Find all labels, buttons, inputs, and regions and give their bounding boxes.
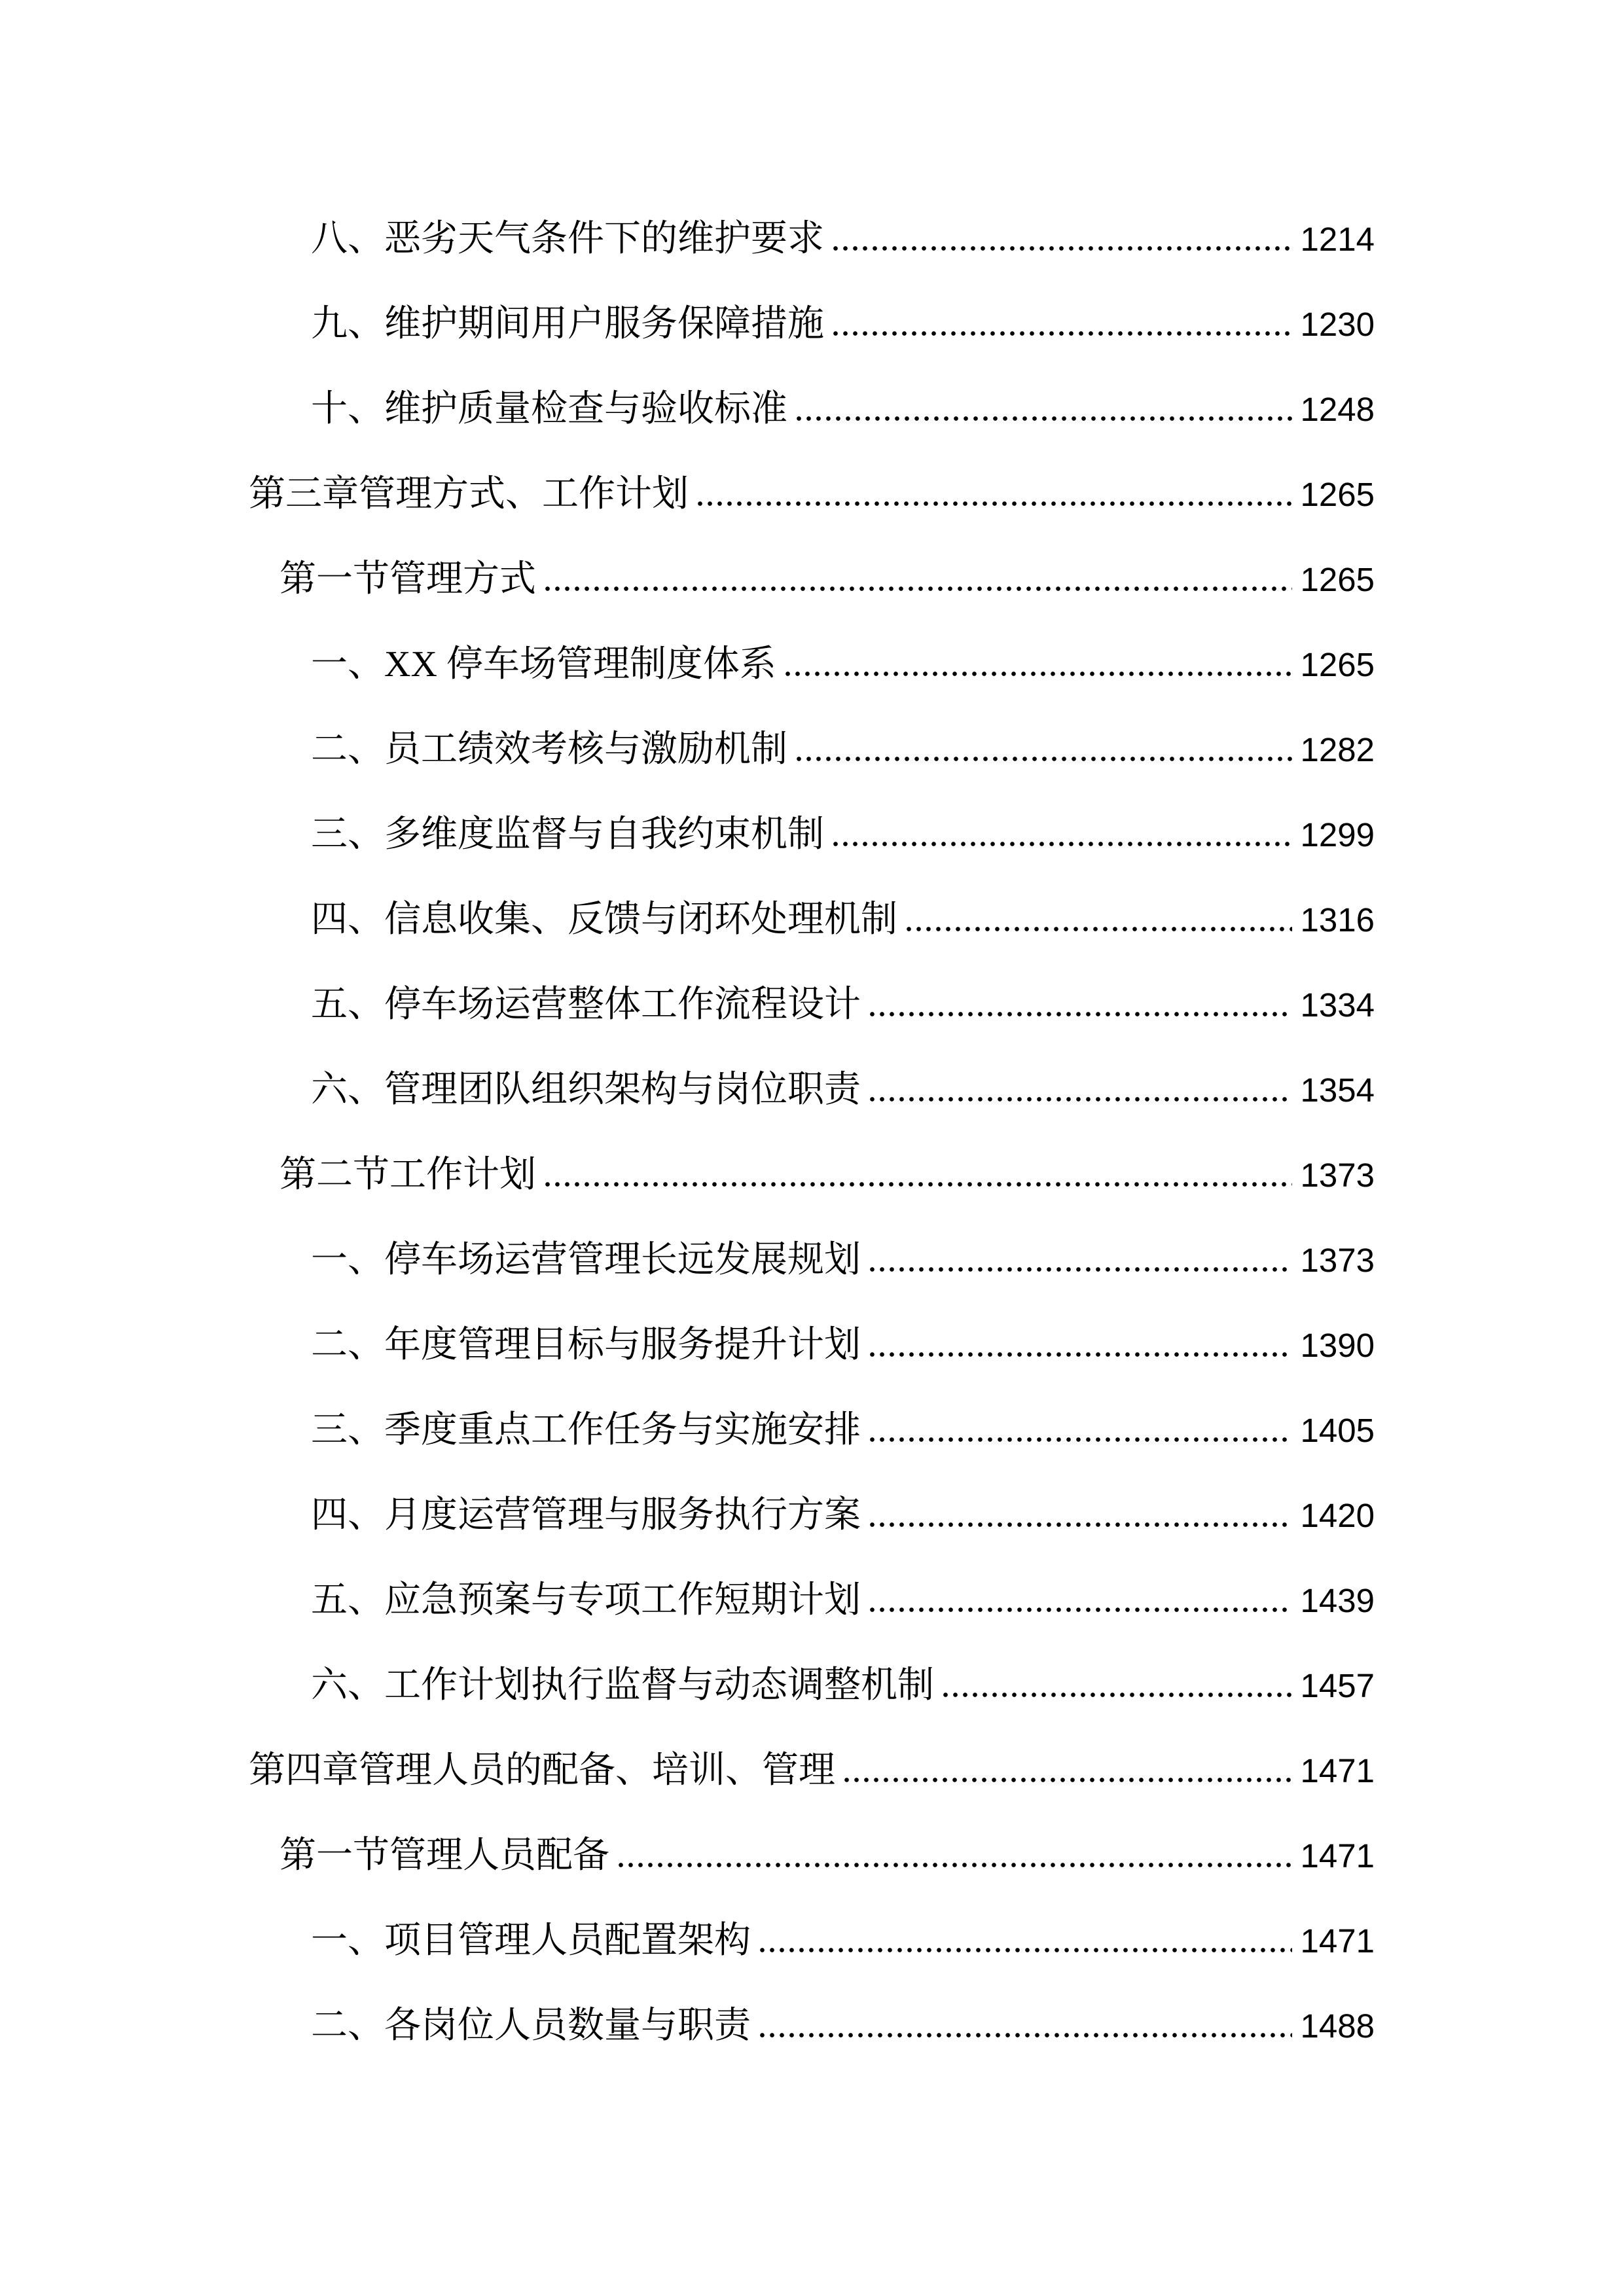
- toc-entry[interactable]: [249, 877, 1375, 962]
- toc-entry-page-number: 1248: [1300, 391, 1375, 428]
- dot-leader: [833, 246, 1292, 251]
- toc-entry[interactable]: [249, 1728, 1375, 1813]
- dot-leader: [943, 1693, 1292, 1697]
- toc-entry-title: 五、应急预案与专项工作短期计划: [311, 1580, 861, 1621]
- toc-entry-page-number: 1390: [1300, 1327, 1375, 1364]
- toc-entry-title: 四、月度运营管理与服务执行方案: [311, 1495, 861, 1535]
- dot-leader: [545, 586, 1292, 591]
- toc-entry-title: 第三章管理方式、工作计划: [249, 474, 689, 514]
- toc-entry-page-number: 1373: [1300, 1157, 1375, 1194]
- toc-entry-page-number: 1265: [1300, 646, 1375, 683]
- toc-entry-title: 五、停车场运营整体工作流程设计: [311, 984, 861, 1025]
- toc-entry-page-number: 1471: [1300, 1837, 1375, 1874]
- toc-entry-title: 六、管理团队组织架构与岗位职责: [311, 1069, 861, 1110]
- toc-entry[interactable]: [249, 196, 1375, 281]
- toc-entry-page-number: 1471: [1300, 1922, 1375, 1960]
- toc-entry[interactable]: [249, 962, 1375, 1047]
- toc-entry[interactable]: [249, 792, 1375, 877]
- dot-leader: [870, 1607, 1292, 1612]
- toc-entry[interactable]: [249, 1388, 1375, 1473]
- toc-entry-title: 九、维护期间用户服务保障措施: [311, 304, 824, 344]
- toc-entry-page-number: 1420: [1300, 1497, 1375, 1534]
- toc-entry-page-number: 1265: [1300, 476, 1375, 513]
- dot-leader: [545, 1182, 1292, 1187]
- toc-entry-page-number: 1405: [1300, 1412, 1375, 1449]
- toc-entry-page-number: 1488: [1300, 2007, 1375, 2045]
- toc-entry[interactable]: [249, 1898, 1375, 1983]
- toc-entry-title: 一、XX 停车场管理制度体系: [311, 644, 776, 685]
- dot-leader: [833, 842, 1292, 846]
- toc-entry-page-number: 1334: [1300, 986, 1375, 1024]
- toc-entry-page-number: 1354: [1300, 1071, 1375, 1109]
- toc-entry-title: 第一节管理人员配备: [280, 1835, 609, 1876]
- toc-entry-page-number: 1316: [1300, 901, 1375, 939]
- toc-entry-page-number: 1230: [1300, 306, 1375, 343]
- toc-entry[interactable]: [249, 1643, 1375, 1728]
- toc-entry-title: 四、信息收集、反馈与闭环处理机制: [311, 899, 897, 940]
- dot-leader: [797, 416, 1292, 421]
- toc-entry[interactable]: [249, 1217, 1375, 1302]
- toc-entry[interactable]: [249, 622, 1375, 707]
- dot-leader: [870, 1437, 1292, 1442]
- toc-entry-title: 二、年度管理目标与服务提升计划: [311, 1325, 861, 1365]
- toc-entry[interactable]: [249, 1302, 1375, 1388]
- toc-entry[interactable]: [249, 1813, 1375, 1898]
- dot-leader: [870, 1097, 1292, 1102]
- toc-entry[interactable]: [249, 707, 1375, 792]
- toc-entry-page-number: 1373: [1300, 1242, 1375, 1279]
- dot-leader: [760, 1948, 1292, 1952]
- toc-entry[interactable]: [249, 367, 1375, 452]
- toc-entry-title: 二、各岗位人员数量与职责: [311, 2005, 751, 2046]
- dot-leader: [870, 1352, 1292, 1357]
- dot-leader: [907, 927, 1292, 931]
- toc-entry-title: 第四章管理人员的配备、培训、管理: [249, 1750, 835, 1791]
- dot-leader: [797, 757, 1292, 761]
- toc-entry[interactable]: [249, 1558, 1375, 1643]
- dot-leader: [844, 1778, 1292, 1782]
- table-of-contents: [249, 196, 1375, 2068]
- dot-leader: [698, 501, 1292, 506]
- toc-entry[interactable]: [249, 1047, 1375, 1132]
- toc-entry-title: 三、多维度监督与自我约束机制: [311, 814, 824, 855]
- toc-entry-title: 第一节管理方式: [280, 559, 536, 600]
- toc-entry-page-number: 1471: [1300, 1752, 1375, 1789]
- dot-leader: [870, 1522, 1292, 1527]
- toc-entry-title: 三、季度重点工作任务与实施安排: [311, 1410, 861, 1450]
- toc-entry-page-number: 1439: [1300, 1582, 1375, 1619]
- toc-entry-page-number: 1457: [1300, 1667, 1375, 1704]
- toc-entry[interactable]: [249, 452, 1375, 537]
- toc-entry-title: 一、停车场运营管理长远发展规划: [311, 1240, 861, 1280]
- toc-entry[interactable]: [249, 537, 1375, 622]
- dot-leader: [870, 1267, 1292, 1272]
- toc-entry-page-number: 1214: [1300, 221, 1375, 258]
- dot-leader: [619, 1863, 1292, 1867]
- dot-leader: [785, 672, 1292, 676]
- dot-leader: [870, 1012, 1292, 1016]
- toc-entry-title: 八、恶劣天气条件下的维护要求: [311, 219, 824, 259]
- toc-entry[interactable]: [249, 1132, 1375, 1217]
- toc-entry-title: 二、员工绩效考核与激励机制: [311, 729, 787, 770]
- dot-leader: [833, 331, 1292, 336]
- toc-entry[interactable]: [249, 1473, 1375, 1558]
- toc-entry-title: 第二节工作计划: [280, 1155, 536, 1195]
- toc-entry-page-number: 1299: [1300, 816, 1375, 853]
- toc-entry-title: 六、工作计划执行监督与动态调整机制: [311, 1665, 934, 1706]
- dot-leader: [760, 2033, 1292, 2037]
- toc-entry-title: 一、项目管理人员配置架构: [311, 1920, 751, 1961]
- toc-entry-page-number: 1282: [1300, 731, 1375, 768]
- toc-entry-page-number: 1265: [1300, 561, 1375, 598]
- toc-entry[interactable]: [249, 281, 1375, 367]
- toc-entry-title: 十、维护质量检查与验收标准: [311, 389, 787, 429]
- toc-entry[interactable]: [249, 1983, 1375, 2068]
